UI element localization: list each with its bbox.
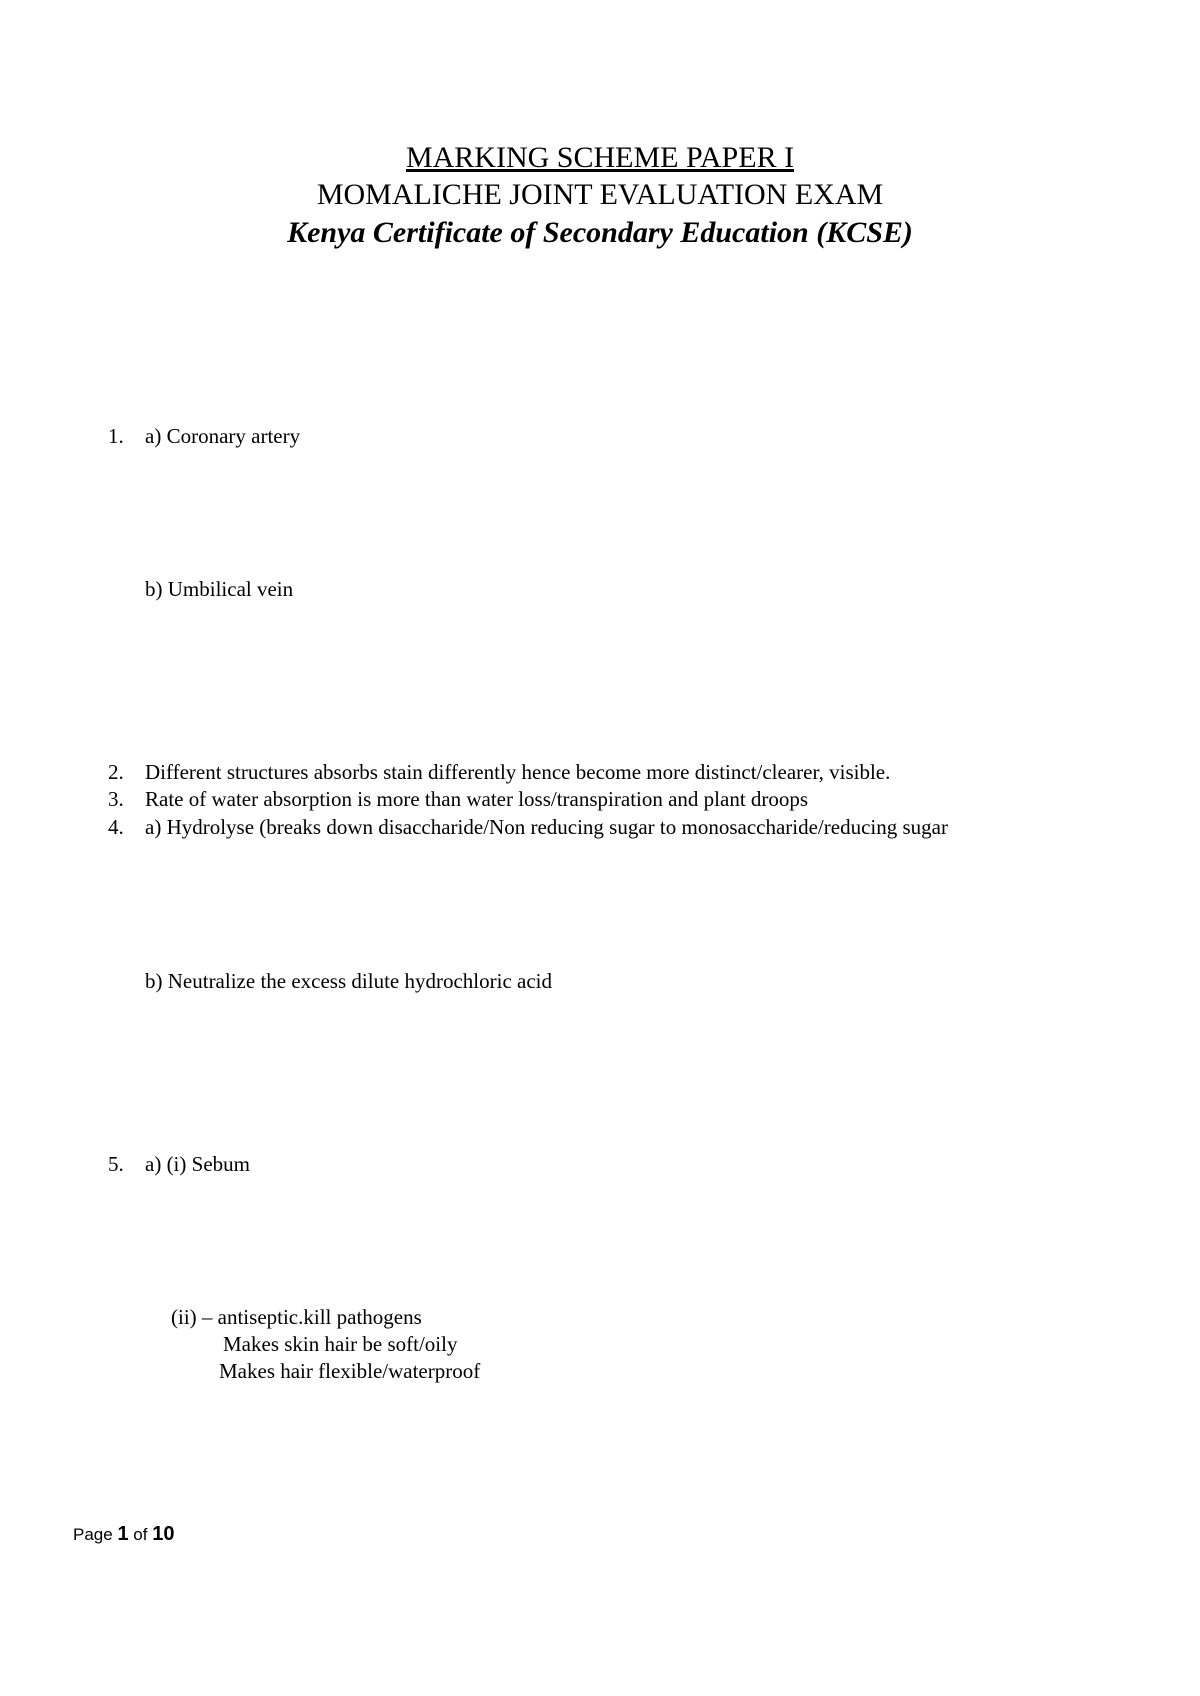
answer-5a-ii-line3: Makes hair flexible/waterproof (219, 1359, 481, 1383)
answer-1a: a) Coronary artery (145, 424, 301, 448)
answer-4a: a) Hydrolyse (breaks down disaccharide/Non reducing sugar to monosaccharide/reducing sugar (145, 815, 948, 839)
question-number-4: 4. (108, 815, 124, 839)
answer-3: Rate of water absorption is more than water loss/transpiration and plant droops (145, 787, 809, 811)
page-word: Page (73, 1525, 113, 1544)
exam-name: MOMALICHE JOINT EVALUATION EXAM (316, 178, 884, 211)
total-pages: 10 (152, 1523, 175, 1545)
exam-subtitle: Kenya Certificate of Secondary Education (KCSE) (287, 216, 913, 249)
document-title: MARKING SCHEME PAPER I (405, 141, 795, 174)
question-number-3: 3. (108, 787, 124, 811)
of-word: of (133, 1525, 148, 1544)
page-footer (73, 1522, 174, 1547)
question-number-5: 5. (108, 1152, 124, 1176)
answer-4b: b) Neutralize the excess dilute hydrochloric acid (145, 969, 552, 993)
answer-2: Different structures absorbs stain differently hence become more distinct/clearer, visible. (145, 760, 891, 784)
page-number: 1 (117, 1523, 129, 1545)
answer-5a-ii-line1: (ii) – antiseptic.kill pathogens (171, 1305, 422, 1329)
question-number-1: 1. (108, 424, 124, 448)
answer-5a-ii-line2: Makes skin hair be soft/oily (223, 1332, 458, 1356)
answer-5a-i: a) (i) Sebum (145, 1152, 250, 1176)
question-number-2: 2. (108, 760, 124, 784)
answer-1b: b) Umbilical vein (145, 577, 294, 601)
